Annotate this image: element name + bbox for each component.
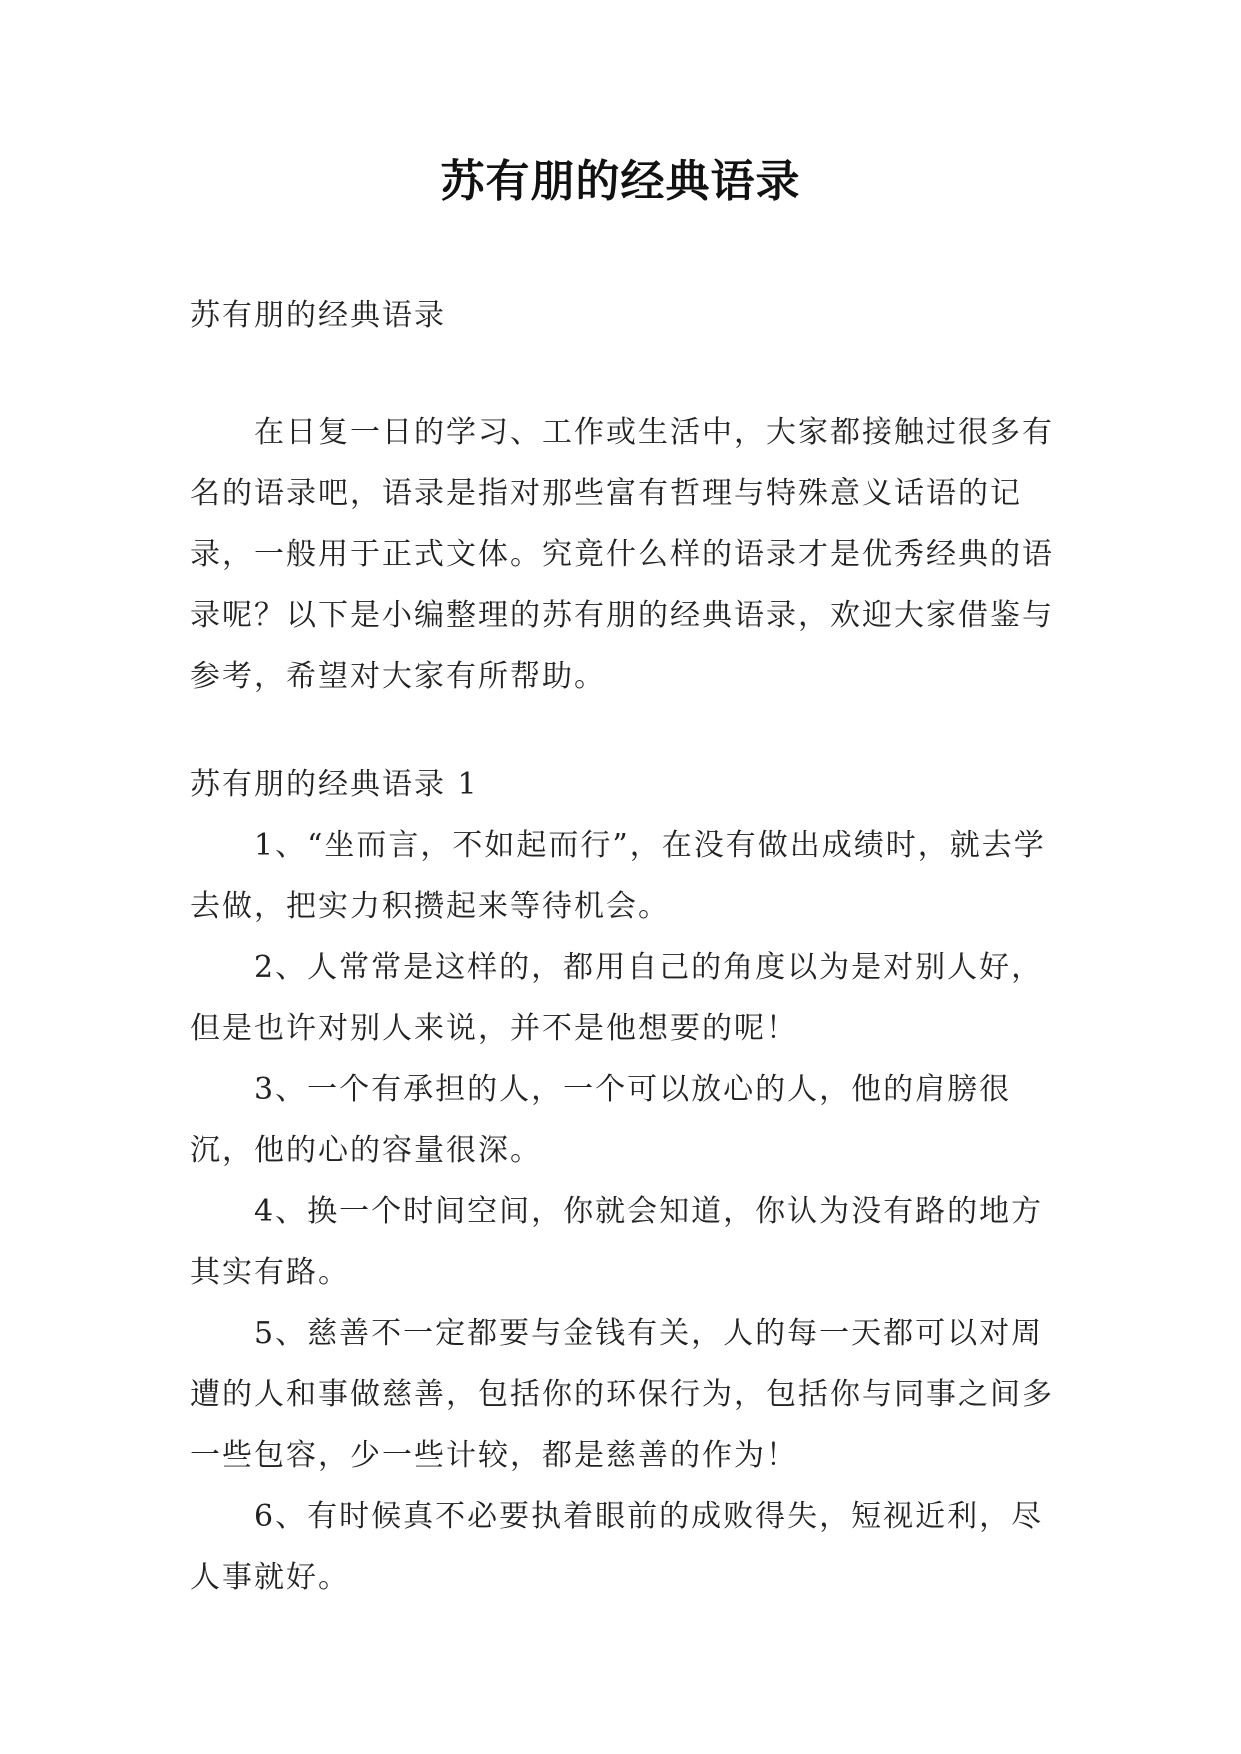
quote-item: 5、慈善不一定都要与金钱有关，人的每一天都可以对周遭的人和事做慈善，包括你的环保行为，包括你与同事之间多一些包容，少一些计较，都是慈善的作为！ bbox=[190, 1316, 1054, 1473]
quote-item: 2、人常常是这样的，都用自己的角度以为是对别人好，但是也许对别人来说，并不是他想要的呢！ bbox=[190, 950, 1044, 1046]
quote-item: 4、换一个时间空间，你就会知道，你认为没有路的地方其实有路。 bbox=[190, 1194, 1044, 1290]
quote-item: 3、一个有承担的人，一个可以放心的人，他的肩膀很沉，他的心的容量很深。 bbox=[190, 1072, 1012, 1168]
quote-list bbox=[190, 815, 1070, 1608]
quote-item: 6、有时候真不必要执着眼前的成败得失，短视近利，尽人事就好。 bbox=[190, 1499, 1044, 1595]
document-title: 苏有朋的经典语录 bbox=[440, 156, 801, 207]
quote-item: 1、“坐而言，不如起而行”，在没有做出成绩时，就去学去做，把实力积攒起来等待机会。 bbox=[190, 828, 1046, 924]
section-heading: 苏有朋的经典语录 1 bbox=[190, 767, 479, 802]
intro-paragraph: 在日复一日的学习、工作或生活中，大家都接触过很多有名的语录吧，语录是指对那些富有哲理与特殊意义话语的记录，一般用于正式文体。究竟什么样的语录才是优秀经典的语录呢？以下是小编整理的苏有朋的经典语录，欢迎大家借鉴与参考，希望对大家有所帮助。 bbox=[190, 415, 1054, 694]
document-subtitle: 苏有朋的经典语录 bbox=[190, 298, 446, 333]
